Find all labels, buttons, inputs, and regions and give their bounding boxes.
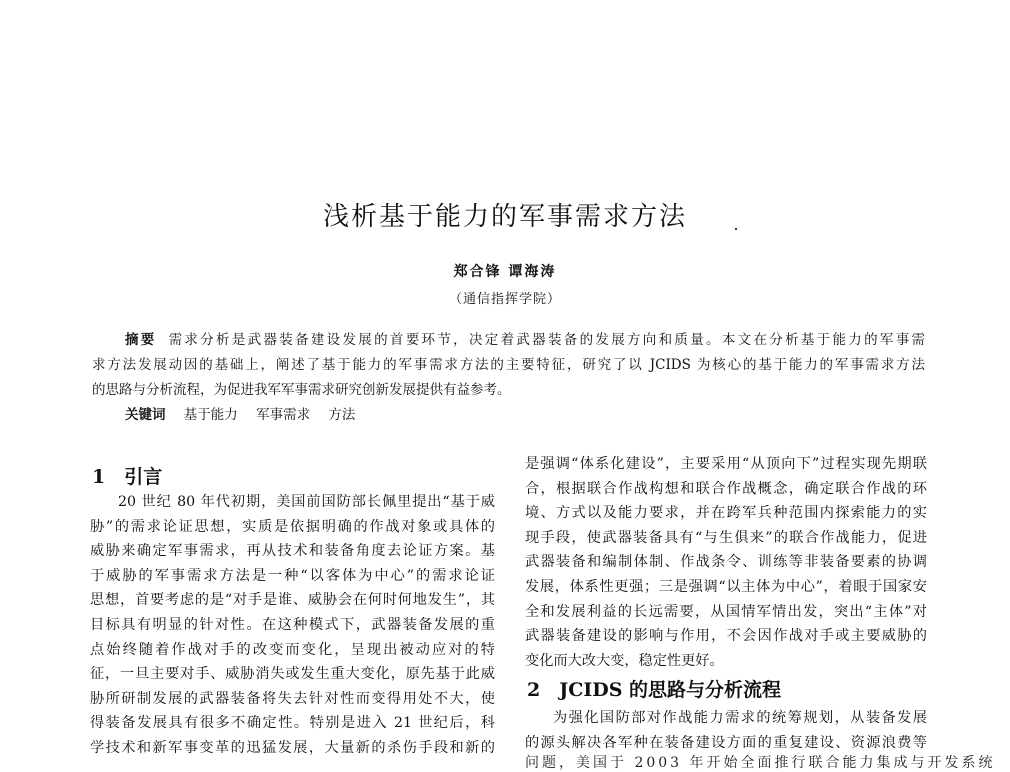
text-line: 现手段，使武器装备具有“与生俱来”的联合作战能力，促进 [525,529,927,546]
paper-title: 浅析基于能力的军事需求方法 [322,202,687,232]
affiliation: （通信指挥学院） [448,292,561,307]
text-line: 思想，首要考虑的是“对手是谁、威胁会在何时何地发生”，其 [90,592,495,609]
text-line: 全和发展利益的长远需要，从国情军情出发，突出“主体”对 [525,603,927,620]
text-line: 目标具有明显的针对性。在这种模式下，武器装备发展的重 [90,617,495,633]
keyword: 军事需求 [256,407,311,423]
keywords-label: 关键词 [125,407,166,423]
text-line: 20 世纪 80 年代初期，美国前国防部长佩里提出“基于威 [118,494,495,510]
text-line: 境、方式以及能力要求，并在跨军兵种范围内探索能力的实 [525,505,927,522]
keyword: 方法 [328,407,356,423]
keywords [125,405,369,425]
text-line: 学技术和新军事变革的迅猛发展，大量新的杀伤手段和新的 [90,740,495,756]
text-line: 于威胁的军事需求方法是一种“以客体为中心”的需求论证 [90,567,495,584]
text-line: 的源头解决各军种在装备建设方面的重复建设、资源浪费等 [525,734,927,751]
text-line: 胁所研制发展的武器装备将失去针对性而变得用处不大，使 [90,690,495,707]
text-line: 变化而大改大变，稳定性更好。 [525,652,724,669]
abstract-line: 求方法发展动因的基础上，阐述了基于能力的军事需求方法的主要特征，研究了以 JCIDS 为核心的基于能力的军事需求方法 [92,357,925,373]
abstract-text: 需求分析是武器装备建设发展的首要环节，决定着武器装备的发展方向和质量。本文在分析基于能力的军事需 [168,332,926,348]
text-line: 武器装备建设的影响与作用，不会因作战对手或主要威胁的 [525,628,927,645]
cut-off-line: 问题，美国于 2003 年开始全面推行联合能力集成与开发系统 [525,755,996,771]
section-1-heading: 1 引言 [92,466,163,488]
text-line: 发展，体系性更强；三是强调“以主体为中心”，着眼于国家安 [525,579,927,595]
keyword: 基于能力 [183,407,238,423]
text-line: 合，根据联合作战构想和联合作战概念，确定联合作战的环 [525,480,927,497]
text-line: 武器装备和编制体制、作战条令、训练等非装备要素的协调 [525,554,927,571]
text-line: 威胁来确定军事需求，再从技术和装备角度去论证方案。基 [90,543,495,560]
abstract-line [125,330,925,350]
section-2-heading: 2 JCIDS 的思路与分析流程 [527,679,782,701]
text-line: 得装备发展具有很多不确定性。特别是进入 21 世纪后，科 [90,715,495,732]
authors: 郑合锋 谭海涛 [453,264,557,280]
text-line: 征，一旦主要对手、威胁消失或发生重大变化，原先基于此威 [90,666,495,683]
abstract-line: 的思路与分析流程，为促进我军军事需求研究创新发展提供有益参考。 [92,382,511,398]
scan-speck [735,228,737,230]
text-line: 胁”的需求论证思想，实质是依据明确的作战对象或具体的 [90,518,495,535]
text-line: 是强调“体系化建设”，主要采用“从顶向下”过程实现先期联 [525,456,927,472]
abstract-label: 摘要 [125,332,157,348]
text-line: 为强化国防部对作战能力需求的统筹规划，从装备发展 [553,710,927,726]
text-line: 点始终随着作战对手的改变而变化，呈现出被动应对的特 [90,641,495,658]
